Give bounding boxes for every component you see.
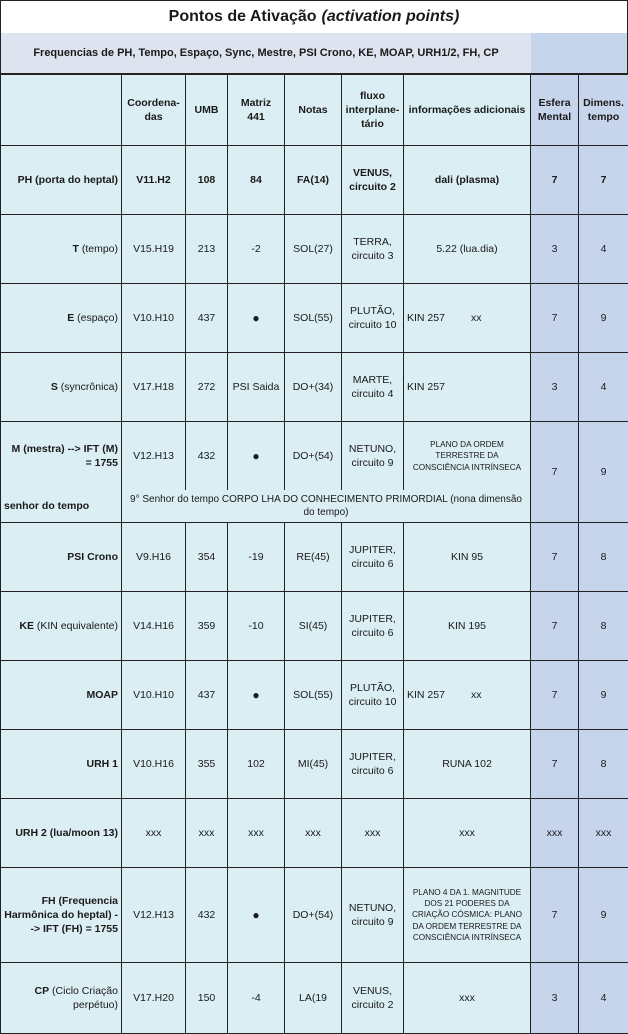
row-label: PH (porta do heptal) (1, 146, 122, 215)
row-matriz: ● (228, 868, 285, 963)
row-info: KIN 257 (404, 353, 531, 422)
row-dimens: 4 (579, 353, 628, 422)
row-dimens: 9 (579, 868, 628, 963)
table-row (1, 868, 628, 963)
row-nota: SOL(55) (285, 284, 342, 353)
row-fluxo: PLUTÃO, circuito 10 (342, 661, 404, 730)
row-fluxo: JUPITER, circuito 6 (342, 592, 404, 661)
table-row (1, 284, 628, 353)
row-label: URH 1 (1, 730, 122, 799)
row-nota: SOL(27) (285, 215, 342, 284)
row-umb: xxx (186, 799, 228, 868)
page-title (0, 0, 628, 34)
row-fluxo: NETUNO, circuito 9 (342, 868, 404, 963)
row-umb: 355 (186, 730, 228, 799)
row-fluxo: JUPITER, circuito 6 (342, 523, 404, 592)
table-row (1, 353, 628, 422)
row-label: M (mestra) --> IFT (M) = 1755 (1, 422, 122, 491)
header-esfera: Esfera Mental (531, 75, 579, 146)
row-info: PLANO 4 DA 1. MAGNITUDE DOS 21 PODERES DA CRIAÇÃO CÓSMICA: PLANO DA ORDEM TERRESTRE DA CONSCIÊNCIA INTRÍNSECA (404, 868, 531, 963)
senhor-label: senhor do tempo (1, 490, 122, 523)
row-coord: V17.H20 (122, 963, 186, 1034)
row-info: KIN 95 (404, 523, 531, 592)
row-dimens: xxx (579, 799, 628, 868)
row-info: KIN 195 (404, 592, 531, 661)
row-nota: SI(45) (285, 592, 342, 661)
row-nota: RE(45) (285, 523, 342, 592)
row-esfera: 7 (531, 523, 579, 592)
row-matriz: 84 (228, 146, 285, 215)
row-fluxo: MARTE, circuito 4 (342, 353, 404, 422)
row-umb: 213 (186, 215, 228, 284)
row-dimens: 8 (579, 523, 628, 592)
row-esfera: 3 (531, 963, 579, 1034)
row-nota: xxx (285, 799, 342, 868)
row-coord: V15.H19 (122, 215, 186, 284)
row-esfera: 3 (531, 215, 579, 284)
row-umb: 437 (186, 661, 228, 730)
row-dimens: 9 (579, 284, 628, 353)
row-fluxo: JUPITER, circuito 6 (342, 730, 404, 799)
header-blank (1, 75, 122, 146)
row-esfera: 7 (531, 422, 579, 523)
row-matriz: xxx (228, 799, 285, 868)
title-main: Pontos de Ativação (169, 8, 317, 26)
row-info: xxx (404, 963, 531, 1034)
row-coord: V12.H13 (122, 868, 186, 963)
row-dimens: 4 (579, 215, 628, 284)
row-dimens: 7 (579, 146, 628, 215)
row-matriz: ● (228, 661, 285, 730)
row-nota: SOL(55) (285, 661, 342, 730)
row-label: E (espaço) (1, 284, 122, 353)
table-row (1, 799, 628, 868)
row-fluxo: VENUS, circuito 2 (342, 963, 404, 1034)
row-esfera: 7 (531, 284, 579, 353)
row-coord: V10.H10 (122, 661, 186, 730)
row-nota: DO+(54) (285, 422, 342, 491)
row-esfera: 7 (531, 661, 579, 730)
row-info: xxx (404, 799, 531, 868)
row-umb: 432 (186, 422, 228, 491)
row-info: KIN 257 xx (404, 284, 531, 353)
table-row (1, 661, 628, 730)
row-umb: 108 (186, 146, 228, 215)
row-info: KIN 257 xx (404, 661, 531, 730)
row-label: CP (Ciclo Criação perpétuo) (1, 963, 122, 1034)
table-row (1, 592, 628, 661)
table-row (1, 215, 628, 284)
row-info: dali (plasma) (404, 146, 531, 215)
row-fluxo: TERRA, circuito 3 (342, 215, 404, 284)
row-umb: 272 (186, 353, 228, 422)
row-info: 5.22 (lua.dia) (404, 215, 531, 284)
row-umb: 437 (186, 284, 228, 353)
table-row (1, 422, 628, 491)
header-info: informações adicionais (404, 75, 531, 146)
row-coord: V12.H13 (122, 422, 186, 491)
row-coord: V17.H18 (122, 353, 186, 422)
header-notas: Notas (285, 75, 342, 146)
title-italic: (activation points) (322, 8, 460, 26)
senhor-text: 9° Senhor do tempo CORPO LHA DO CONHECIMENTO PRIMORDIAL (nona dimensão do tempo) (122, 490, 531, 523)
row-matriz: ● (228, 284, 285, 353)
row-dimens: 8 (579, 730, 628, 799)
row-fluxo: PLUTÃO, circuito 10 (342, 284, 404, 353)
row-label: S (syncrônica) (1, 353, 122, 422)
row-nota: MI(45) (285, 730, 342, 799)
row-matriz: -19 (228, 523, 285, 592)
frequencies-subtitle: Frequencias de PH, Tempo, Espaço, Sync, Mestre, PSI Crono, KE, MOAP, URH1/2, FH, CP (0, 33, 532, 74)
row-nota: FA(14) (285, 146, 342, 215)
row-umb: 359 (186, 592, 228, 661)
row-matriz: -4 (228, 963, 285, 1034)
row-dimens: 8 (579, 592, 628, 661)
row-nota: DO+(54) (285, 868, 342, 963)
row-umb: 354 (186, 523, 228, 592)
subtitle-side-cell (531, 33, 628, 74)
row-esfera: 3 (531, 353, 579, 422)
row-esfera: xxx (531, 799, 579, 868)
row-coord: V11.H2 (122, 146, 186, 215)
row-matriz: -10 (228, 592, 285, 661)
row-dimens: 9 (579, 661, 628, 730)
row-esfera: 7 (531, 146, 579, 215)
header-matriz: Matriz 441 (228, 75, 285, 146)
row-umb: 432 (186, 868, 228, 963)
row-dimens: 9 (579, 422, 628, 523)
row-esfera: 7 (531, 592, 579, 661)
row-fluxo: NETUNO, circuito 9 (342, 422, 404, 491)
activation-table (0, 74, 628, 1034)
row-nota: DO+(34) (285, 353, 342, 422)
header-row (1, 75, 628, 146)
row-label: MOAP (1, 661, 122, 730)
row-info: RUNA 102 (404, 730, 531, 799)
row-label: PSI Crono (1, 523, 122, 592)
row-dimens: 4 (579, 963, 628, 1034)
row-coord: xxx (122, 799, 186, 868)
row-esfera: 7 (531, 730, 579, 799)
row-esfera: 7 (531, 868, 579, 963)
header-coord: Coordena-das (122, 75, 186, 146)
table-row (1, 523, 628, 592)
header-fluxo: fluxo interplane-tário (342, 75, 404, 146)
row-fluxo: xxx (342, 799, 404, 868)
row-coord: V14.H16 (122, 592, 186, 661)
row-coord: V10.H16 (122, 730, 186, 799)
row-matriz: ● (228, 422, 285, 491)
row-label: FH (Frequencia Harmônica do heptal) --> IFT (FH) = 1755 (1, 868, 122, 963)
row-label: T (tempo) (1, 215, 122, 284)
table-row (1, 963, 628, 1034)
table-row (1, 730, 628, 799)
row-info: PLANO DA ORDEM TERRESTRE DA CONSCIÊNCIA INTRÍNSECA (404, 422, 531, 491)
table-row (1, 146, 628, 215)
row-matriz: PSI Saida (228, 353, 285, 422)
row-nota: LA(19 (285, 963, 342, 1034)
row-umb: 150 (186, 963, 228, 1034)
row-coord: V10.H10 (122, 284, 186, 353)
header-dimens: Dimens. tempo (579, 75, 628, 146)
row-label: URH 2 (lua/moon 13) (1, 799, 122, 868)
row-fluxo: VENUS, circuito 2 (342, 146, 404, 215)
header-umb: UMB (186, 75, 228, 146)
row-label: KE (KIN equivalente) (1, 592, 122, 661)
row-coord: V9.H16 (122, 523, 186, 592)
row-matriz: -2 (228, 215, 285, 284)
row-matriz: 102 (228, 730, 285, 799)
